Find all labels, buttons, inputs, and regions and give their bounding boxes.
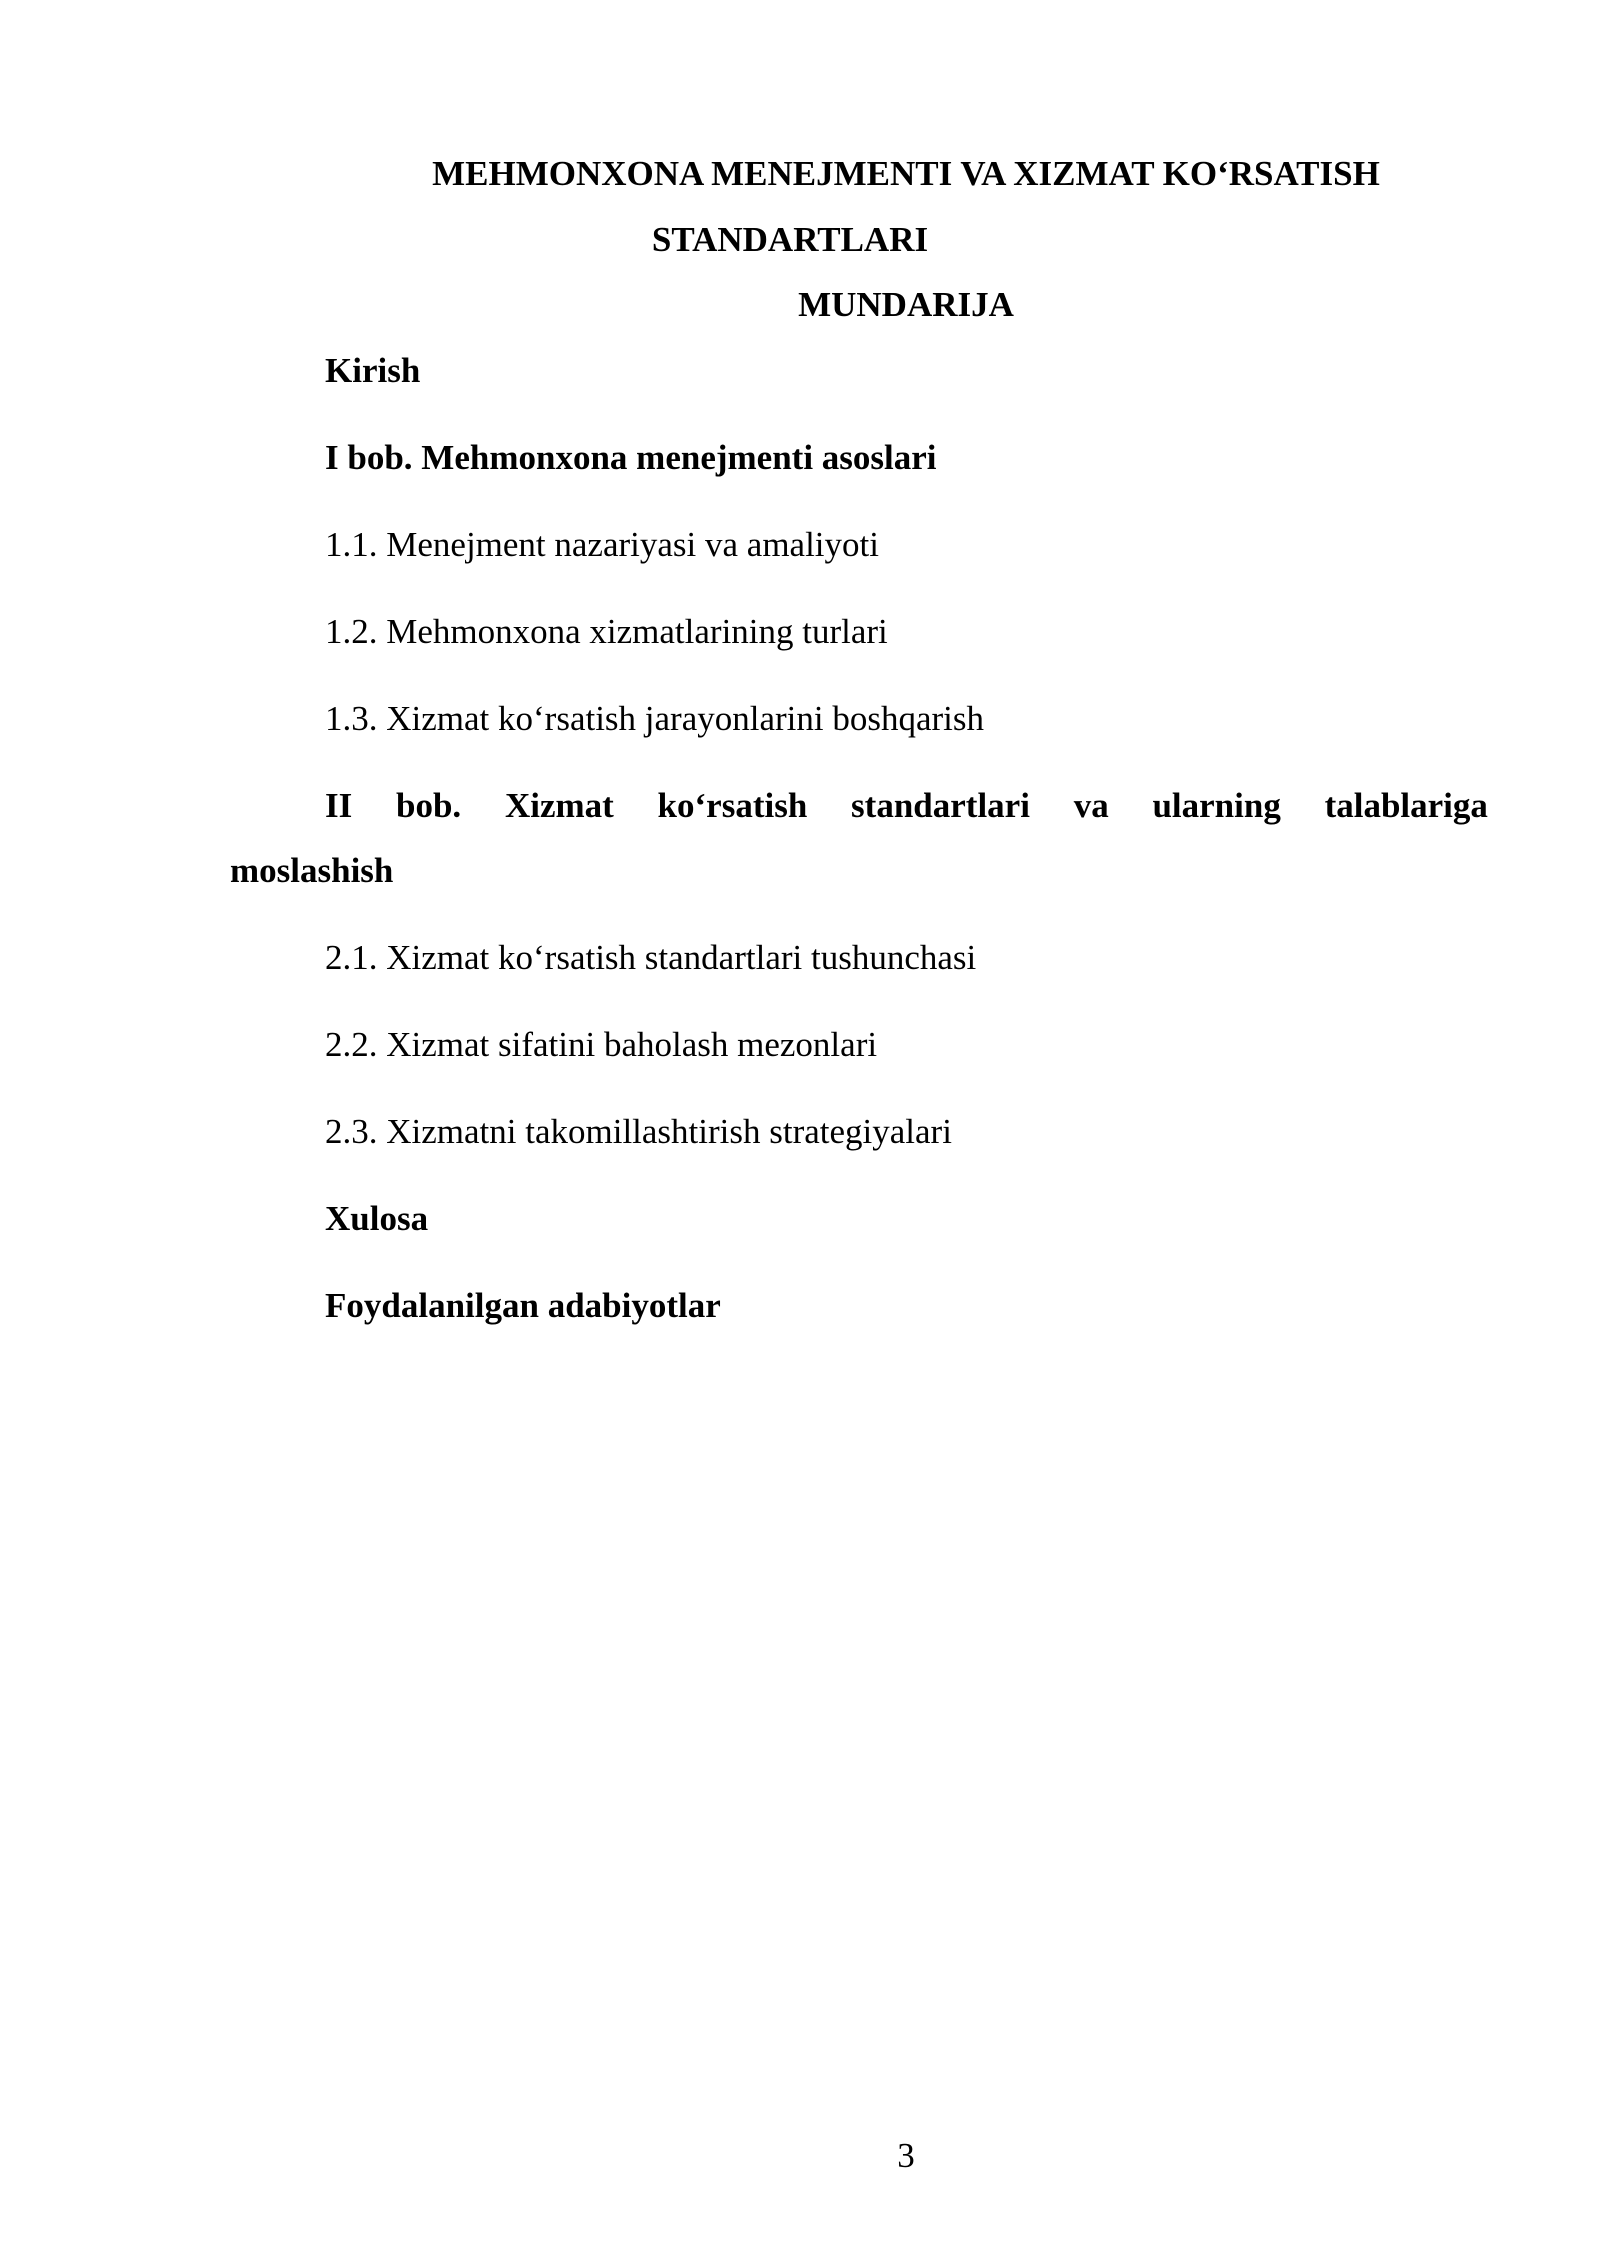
document-title-line-1: MEHMONXONA MENEJMENTI VA XIZMAT KO‘RSATISH — [432, 154, 1380, 193]
toc-chapter-2-word: Xizmat — [504, 786, 614, 825]
document-title-line-2: STANDARTLARI — [651, 220, 929, 259]
toc-chapter-2-word: II — [325, 786, 353, 825]
toc-section-1-3: 1.3. Xizmat ko‘rsatish jarayonlarini boshqarish — [325, 699, 985, 738]
toc-item-conclusion: Xulosa — [325, 1199, 429, 1238]
toc-section-1-2: 1.2. Mehmonxona xizmatlarining turlari — [325, 612, 888, 651]
toc-item-intro: Kirish — [325, 351, 421, 390]
toc-heading: MUNDARIJA — [798, 285, 1014, 324]
toc-chapter-2-word: va — [1073, 786, 1109, 825]
toc-chapter-2-word: ularning — [1152, 786, 1281, 825]
toc-section-2-2: 2.2. Xizmat sifatini baholash mezonlari — [325, 1025, 878, 1064]
toc-chapter-2-word: ko‘rsatish — [657, 786, 808, 825]
toc-chapter-2-word: bob. — [396, 786, 462, 825]
toc-chapter-1-title: I bob. Mehmonxona menejmenti asoslari — [325, 438, 937, 477]
toc-section-2-1: 2.1. Xizmat ko‘rsatish standartlari tushunchasi — [325, 938, 977, 977]
toc-section-1-1: 1.1. Menejment nazariyasi va amaliyoti — [325, 525, 879, 564]
toc-chapter-2-word: standartlari — [851, 786, 1030, 825]
toc-chapter-2-title-continuation: moslashish — [230, 851, 394, 890]
toc-section-2-3: 2.3. Xizmatni takomillashtirish strategiyalari — [325, 1112, 952, 1151]
page-number: 3 — [897, 2136, 915, 2175]
toc-item-references: Foydalanilgan adabiyotlar — [325, 1286, 721, 1325]
toc-chapter-2-title — [325, 786, 1488, 826]
toc-chapter-2-word: talablariga — [1324, 786, 1488, 825]
